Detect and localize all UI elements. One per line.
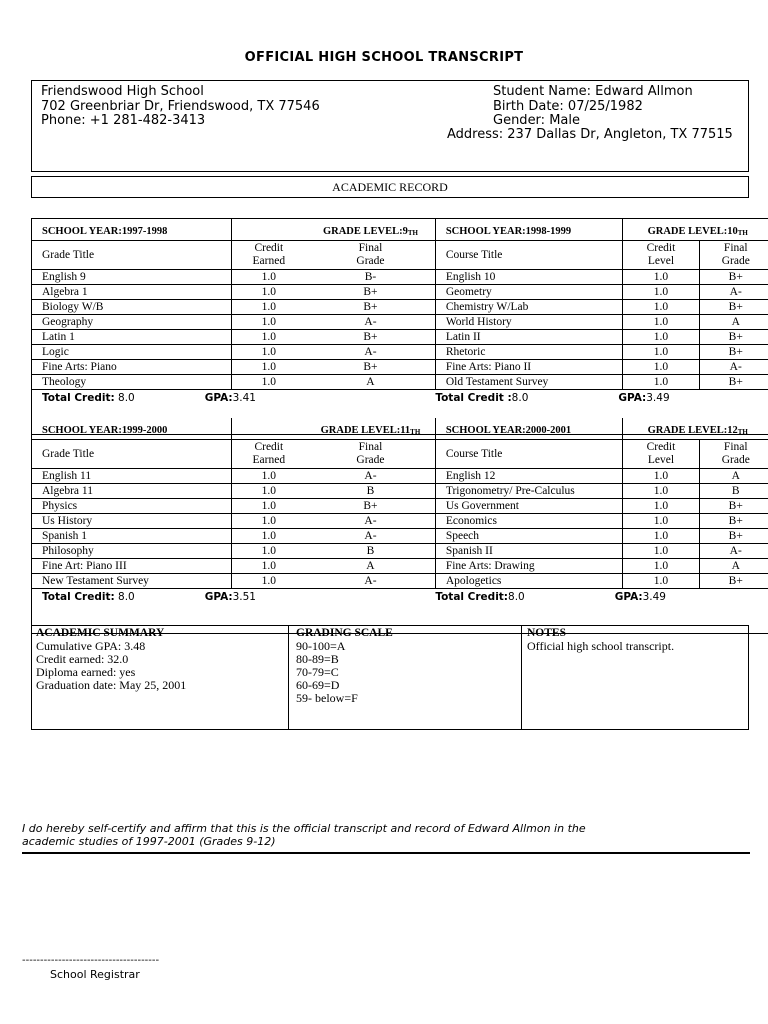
course-grade: B- — [306, 270, 435, 285]
course-grade: A- — [306, 315, 435, 330]
header-box — [31, 80, 749, 172]
total-credit-row: Total Credit :8.0 GPA:3.49 — [435, 390, 768, 407]
table-row — [32, 544, 768, 559]
course-grade: B+ — [699, 514, 768, 529]
course-name: Us Government — [435, 499, 623, 514]
table-row — [32, 315, 768, 330]
column-header-title: Course Title — [435, 241, 623, 270]
course-credit: 1.0 — [231, 529, 306, 544]
summary-line: Diploma earned: yes — [36, 665, 136, 679]
course-grade: A- — [306, 469, 435, 484]
course-name: Old Testament Survey — [435, 375, 623, 390]
course-credit: 1.0 — [623, 484, 699, 499]
course-grade: A — [306, 375, 435, 390]
table-row — [32, 529, 768, 544]
course-credit: 1.0 — [623, 285, 699, 300]
course-name: Philosophy — [32, 544, 231, 559]
grading-line: 70-79=C — [296, 665, 339, 679]
course-name: Algebra 1 — [32, 285, 231, 300]
notes-line: Official high school transcript. — [527, 639, 675, 653]
course-name: English 9 — [32, 270, 231, 285]
course-name: Algebra 11 — [32, 484, 231, 499]
course-name: Latin II — [435, 330, 623, 345]
course-grade: B+ — [699, 574, 768, 589]
course-credit: 1.0 — [623, 375, 699, 390]
table-row — [32, 270, 768, 285]
column-header-title: Grade Title — [32, 440, 231, 469]
notes — [523, 626, 748, 729]
table-row — [32, 484, 768, 499]
course-grade: A — [306, 559, 435, 574]
school-phone: Phone: +1 281-482-3413 — [41, 113, 206, 128]
school-name: Friendswood High School — [41, 84, 204, 99]
signature-line: -------------------------------------- — [22, 955, 160, 966]
table-row — [32, 574, 768, 589]
blank-cell — [231, 219, 306, 241]
course-name: Fine Arts: Piano II — [435, 360, 623, 375]
notes-heading: NOTES — [527, 627, 566, 639]
course-credit: 1.0 — [623, 360, 699, 375]
divider — [22, 852, 750, 854]
table-row — [32, 375, 768, 390]
course-grade: B — [699, 484, 768, 499]
table-row — [32, 330, 768, 345]
course-credit: 1.0 — [231, 499, 306, 514]
column-header-title: Course Title — [435, 440, 623, 469]
course-grade: B+ — [699, 375, 768, 390]
course-name: English 11 — [32, 469, 231, 484]
course-grade: B+ — [699, 270, 768, 285]
course-grade: B+ — [306, 499, 435, 514]
school-year-label: SCHOOL YEAR:2000-2001 — [435, 418, 623, 440]
school-address: 702 Greenbriar Dr, Friendswood, TX 77546 — [41, 98, 320, 114]
course-credit: 1.0 — [231, 300, 306, 315]
column-header-title: Grade Title — [32, 241, 231, 270]
grade-level-label: GRADE $LEVEL:11_{TH}$ — [320, 425, 421, 436]
course-credit: 1.0 — [231, 574, 306, 589]
student-birth-date: Birth Date: 07/25/1982 — [493, 98, 643, 114]
course-grade: B+ — [699, 499, 768, 514]
summary-line: Credit earned: 32.0 — [36, 652, 129, 666]
course-name: Economics — [435, 514, 623, 529]
course-name: Physics — [32, 499, 231, 514]
table-row — [32, 360, 768, 375]
course-grade: B — [306, 484, 435, 499]
course-name: New Testament Survey — [32, 574, 231, 589]
course-name: Fine Art: Piano III — [32, 559, 231, 574]
column-header-grade: Final Grade — [306, 241, 435, 270]
course-credit: 1.0 — [623, 499, 699, 514]
course-grade: A- — [699, 285, 768, 300]
column-header-grade: Final Grade — [699, 241, 768, 270]
course-credit: 1.0 — [623, 529, 699, 544]
course-grade: B+ — [306, 285, 435, 300]
course-name: Spanish 1 — [32, 529, 231, 544]
course-name: Speech — [435, 529, 623, 544]
course-credit: 1.0 — [231, 285, 306, 300]
course-credit: 1.0 — [623, 544, 699, 559]
total-credit-row: Total Credit: 8.0 GPA:3.51 — [32, 589, 435, 606]
grading-scale — [292, 626, 522, 729]
course-grade: A- — [699, 544, 768, 559]
grades-table-1999-2001 — [31, 418, 768, 634]
course-credit: 1.0 — [231, 559, 306, 574]
column-header-credit: Credit Level — [623, 440, 699, 469]
course-grade: A- — [306, 574, 435, 589]
table-row — [32, 285, 768, 300]
course-name: Theology — [32, 375, 231, 390]
course-credit: 1.0 — [623, 469, 699, 484]
total-credit-row: Total Credit:8.0 GPA:3.49 — [435, 589, 768, 606]
school-year-label: SCHOOL YEAR:1998-1999 — [435, 219, 623, 241]
course-credit: 1.0 — [623, 315, 699, 330]
course-credit: 1.0 — [623, 559, 699, 574]
course-credit: 1.0 — [231, 375, 306, 390]
total-credit-row: Total Credit: 8.0 GPA:3.41 — [32, 390, 435, 407]
course-name: English 12 — [435, 469, 623, 484]
course-grade: B — [306, 544, 435, 559]
course-name: Spanish II — [435, 544, 623, 559]
course-name: Fine Arts: Piano — [32, 360, 231, 375]
course-credit: 1.0 — [231, 514, 306, 529]
column-header-credit: Credit Earned — [231, 440, 306, 469]
course-grade: B+ — [306, 300, 435, 315]
course-grade: A- — [699, 360, 768, 375]
grading-line: 60-69=D — [296, 678, 340, 692]
course-credit: 1.0 — [623, 270, 699, 285]
grade-level-label: GRADE $LEVEL:10_{TH}$ — [623, 219, 768, 241]
grading-line: 59- below=F — [296, 691, 358, 705]
course-grade: A — [699, 469, 768, 484]
student-name: Student Name: Edward Allmon — [493, 84, 693, 99]
student-gender: Gender: Male — [493, 113, 580, 128]
registrar-label: School Registrar — [50, 968, 140, 981]
table-row — [32, 514, 768, 529]
course-name: Us History — [32, 514, 231, 529]
course-grade: A- — [306, 529, 435, 544]
course-name: Fine Arts: Drawing — [435, 559, 623, 574]
column-header-credit: Credit Earned — [231, 241, 306, 270]
course-grade: B+ — [306, 330, 435, 345]
student-address: Address: 237 Dallas Dr, Angleton, TX 77515 — [447, 127, 733, 142]
course-credit: 1.0 — [231, 484, 306, 499]
course-credit: 1.0 — [231, 469, 306, 484]
student-info — [493, 85, 693, 129]
school-year-label: SCHOOL YEAR:1997-1998 — [42, 226, 168, 237]
academic-summary-heading: ACADEMIC SUMMARY — [36, 627, 165, 639]
table-row — [32, 469, 768, 484]
blank-cell — [231, 418, 306, 440]
course-name: Logic — [32, 345, 231, 360]
summary-line: Graduation date: May 25, 2001 — [36, 678, 187, 692]
school-year-label: SCHOOL YEAR:1999-2000 — [42, 425, 168, 436]
course-name: Trigonometry/ Pre-Calculus — [435, 484, 623, 499]
course-grade: A- — [306, 514, 435, 529]
grading-line: 90-100=A — [296, 639, 346, 653]
academic-record-heading: ACADEMIC RECORD — [31, 176, 749, 198]
course-grade: B+ — [699, 529, 768, 544]
course-credit: 1.0 — [231, 270, 306, 285]
column-header-grade: Final Grade — [699, 440, 768, 469]
grading-line: 80-89=B — [296, 652, 339, 666]
course-credit: 1.0 — [231, 315, 306, 330]
grade-level-label: GRADE $LEVEL:9_{TH}$ — [322, 226, 418, 237]
course-credit: 1.0 — [623, 574, 699, 589]
course-name: Rhetoric — [435, 345, 623, 360]
course-name: Biology W/B — [32, 300, 231, 315]
table-row — [32, 300, 768, 315]
summary-line: Cumulative GPA: 3.48 — [36, 639, 146, 653]
grade-level-label: GRADE $LEVEL:12_{TH}$ — [623, 418, 768, 440]
column-header-credit: Credit Level — [623, 241, 699, 270]
grades-table-1997-1999 — [31, 218, 768, 435]
table-row — [32, 499, 768, 514]
course-credit: 1.0 — [231, 360, 306, 375]
course-grade: B+ — [699, 345, 768, 360]
course-grade: B+ — [306, 360, 435, 375]
course-credit: 1.0 — [623, 514, 699, 529]
course-grade: B+ — [699, 300, 768, 315]
summary-box — [31, 625, 749, 730]
course-credit: 1.0 — [623, 345, 699, 360]
course-grade: A — [699, 315, 768, 330]
table-row — [32, 345, 768, 360]
certification-statement: I do hereby self-certify and affirm that this is the official transcript and record of Edward Allmon in the academic studies of 1997-2001 (Grades 9-12) — [22, 822, 586, 848]
course-credit: 1.0 — [623, 330, 699, 345]
course-name: World History — [435, 315, 623, 330]
grading-scale-heading: GRADING SCALE — [296, 627, 393, 639]
course-name: Geography — [32, 315, 231, 330]
course-grade: B+ — [699, 330, 768, 345]
column-header-grade: Final Grade — [306, 440, 435, 469]
course-credit: 1.0 — [231, 330, 306, 345]
table-row — [32, 559, 768, 574]
page-title: OFFICIAL HIGH SCHOOL TRANSCRIPT — [244, 50, 524, 65]
course-credit: 1.0 — [623, 300, 699, 315]
course-name: Chemistry W/Lab — [435, 300, 623, 315]
course-name: Apologetics — [435, 574, 623, 589]
course-grade: A- — [306, 345, 435, 360]
course-name: English 10 — [435, 270, 623, 285]
course-name: Latin 1 — [32, 330, 231, 345]
course-credit: 1.0 — [231, 345, 306, 360]
course-credit: 1.0 — [231, 544, 306, 559]
course-name: Geometry — [435, 285, 623, 300]
course-grade: A — [699, 559, 768, 574]
academic-summary — [32, 626, 289, 729]
school-info — [41, 85, 320, 129]
